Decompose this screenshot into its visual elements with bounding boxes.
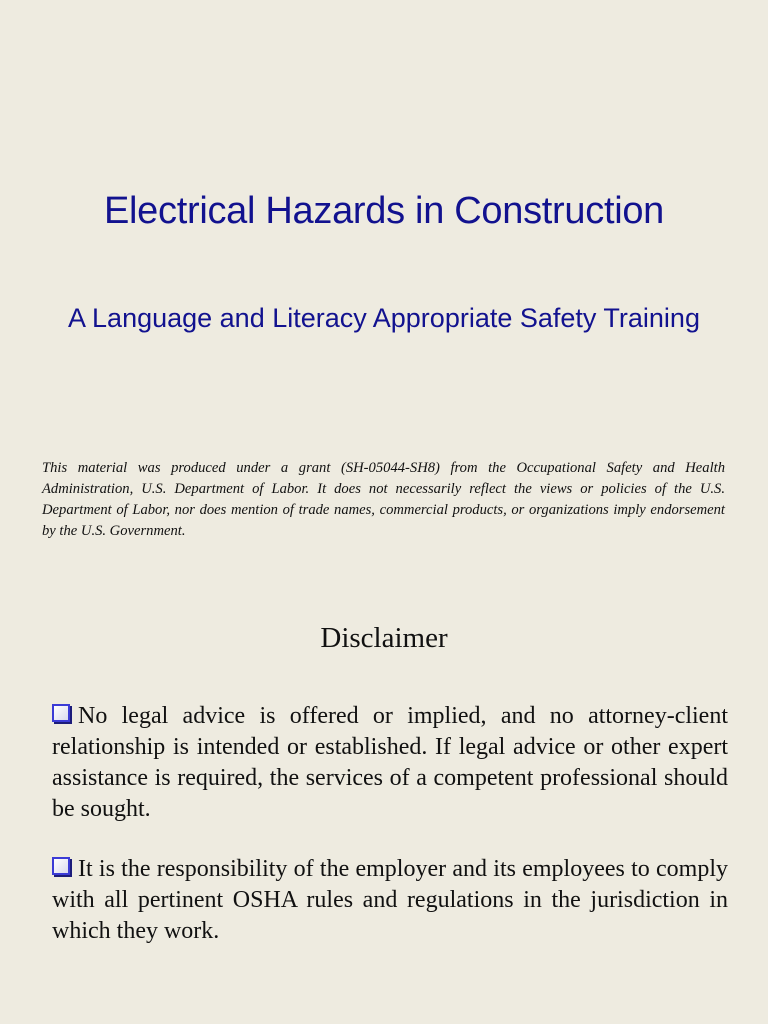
- slide-title: Electrical Hazards in Construction: [103, 190, 665, 232]
- slide-subtitle: A Language and Literacy Appropriate Safety Training: [68, 303, 700, 333]
- disclaimer-bullet: [52, 701, 728, 825]
- disclaimer-bullet: [52, 854, 728, 947]
- disclaimer-bullet-text: No legal advice is offered or implied, and no attorney-client relationship is intended or established. If legal advice or other expert assistance is required, the services of a competent professional should be sought.: [52, 703, 728, 822]
- grant-note: This material was produced under a grant (SH-05044-SH8) from the Occupational Safety and Health Administration, U.S. Department of Labor. It does not necessarily reflect the views or policies of the U.S. Department of Labor, nor does mention of trade names, commercial products, or organizations imply endorsement by the U.S. Government.: [42, 460, 725, 539]
- checkbox-icon: [52, 857, 70, 875]
- disclaimer-bullet-text: It is the responsibility of the employer and its employees to comply with all pertinent OSHA rules and regulations in the jurisdiction in which they work.: [52, 856, 728, 944]
- disclaimer-heading: Disclaimer: [320, 622, 448, 654]
- checkbox-icon: [52, 704, 70, 722]
